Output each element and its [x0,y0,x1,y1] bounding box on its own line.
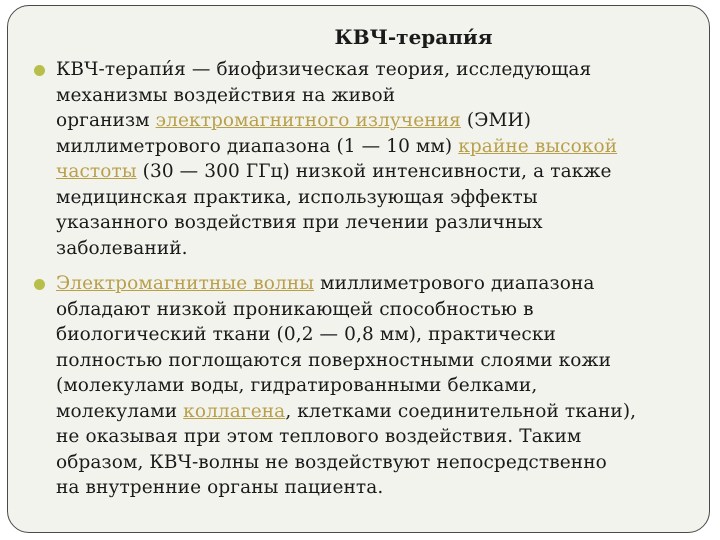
link-frequency[interactable]: частоты [56,161,137,182]
slide-frame [7,5,710,533]
text-span: миллиметрового диапазона (1 — 10 мм) [56,135,459,157]
text-line: (молекулами воды, гидратированными белками, [56,375,538,396]
paragraph-1 [56,57,696,261]
text-span: организм [56,110,156,131]
text-span: (30 — 300 ГГц) низкой интенсивности, а также [136,161,612,182]
text-line: образом, КВЧ-волны не воздействуют непосредственно [56,451,607,473]
text-line: заболеваний. [56,237,188,259]
link-electromagnetic-waves[interactable]: Электромагнитные волны [56,273,315,294]
text-line: медицинская практика, использующая эффекты [56,186,538,208]
text-span: (ЭМИ) [460,110,532,131]
text-line: биологический ткани (0,2 — 0,8 мм), практически [56,324,556,345]
text-line [56,399,696,425]
text-line [56,108,696,134]
text-line [56,271,696,297]
text-line: на внутренние органы пациента. [56,477,384,498]
text-span: молекулами [56,400,184,422]
link-extremely-high-frequency[interactable]: крайне высокой [458,135,618,157]
paragraph-2 [56,271,696,501]
bullet-icon [34,279,45,290]
slide-title: КВЧ-терапи́я [334,25,493,49]
text-line [56,134,696,160]
text-span: , клетками соединительной ткани), [285,400,637,422]
text-line: КВЧ-терапи́я — биофизическая теория, исследующая [56,59,592,80]
link-electromagnetic-radiation[interactable]: электромагнитного излучения [155,110,461,131]
text-span: миллиметрового диапазона [314,273,595,294]
text-line: указанного воздействия при лечении различных [56,212,543,233]
text-line: полностью поглощаются поверхностными слоями кожи [56,349,612,371]
text-line [56,159,696,185]
text-line: не оказывая при этом теплового воздействия. Таким [56,426,582,447]
bullet-icon [34,65,45,76]
link-collagen[interactable]: коллагена [183,400,286,422]
text-line: механизмы воздействия на живой [56,84,396,106]
text-line: обладают низкой проникающей способностью в [56,298,534,320]
